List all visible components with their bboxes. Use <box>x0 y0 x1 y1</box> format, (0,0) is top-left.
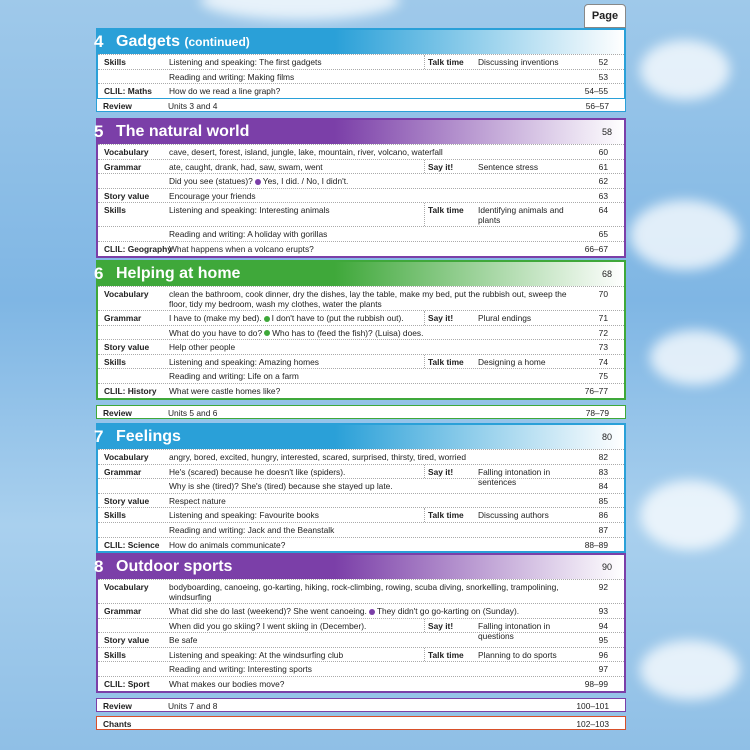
contents-row <box>98 325 624 340</box>
review-page-number: 100–101 <box>576 701 609 711</box>
row-page-number: 60 <box>598 147 608 157</box>
review-label: Review <box>103 408 132 418</box>
row-content <box>169 289 569 309</box>
review-page-number: 78–79 <box>585 408 609 418</box>
row-label: Vocabulary <box>104 147 149 157</box>
row-content <box>169 635 569 645</box>
row-page-number: 85 <box>598 495 608 506</box>
row-content <box>169 313 424 323</box>
unit-header <box>94 262 624 286</box>
row-label: Grammar <box>104 313 142 323</box>
row-label: Story value <box>104 495 150 506</box>
unit-number: 8 <box>94 557 104 576</box>
unit-header <box>94 555 624 579</box>
contents-row <box>98 676 624 691</box>
row-content <box>169 650 424 660</box>
row-page-number: 98–99 <box>584 678 608 689</box>
row-content-text: Reading and writing: A holiday with gorillas <box>169 229 328 240</box>
contents-row <box>98 449 624 464</box>
unit-header <box>94 425 624 449</box>
row-label: Vocabulary <box>104 452 149 462</box>
row-label: CLIL: Science <box>104 539 160 550</box>
row-content-text: What makes our bodies move? <box>169 678 285 689</box>
row-content-text: Help other people <box>169 342 236 353</box>
row-page-number: 61 <box>598 161 608 172</box>
column-divider <box>424 203 425 226</box>
contents-row <box>98 522 624 537</box>
row-page-number: 95 <box>598 635 608 646</box>
contents-row <box>98 83 624 98</box>
row-secondary-content: Discussing authors <box>478 510 549 521</box>
contents-row <box>98 286 624 310</box>
row-content-text: Encourage your friends <box>169 190 256 201</box>
contents-row <box>98 202 624 226</box>
row-content-text: What were castle homes like? <box>169 385 281 396</box>
bullet-dot-icon <box>264 316 270 322</box>
row-content-text: Reading and writing: Jack and the Beanstalk <box>169 524 335 535</box>
column-divider <box>424 311 425 325</box>
column-divider <box>424 465 425 479</box>
row-content-text: Why is she (tired)? She's (tired) because she stayed up late. <box>169 481 393 492</box>
review-row <box>96 98 626 112</box>
row-page-number: 83 <box>598 466 608 477</box>
contents-row <box>98 493 624 508</box>
row-label: Grammar <box>104 466 142 477</box>
bullet-dot-icon <box>369 609 375 615</box>
row-content-text: angry, bored, excited, hungry, interested, scared, surprised, thirsty, tired, worried <box>169 452 466 462</box>
row-content <box>169 191 569 201</box>
contents-row <box>98 188 624 203</box>
row-secondary-content: Falling intonation in sentences <box>478 466 551 487</box>
contents-row <box>98 383 624 398</box>
bullet-dot-icon <box>255 179 261 185</box>
column-divider <box>424 508 425 522</box>
unit-title-text: Helping at home <box>116 265 241 282</box>
row-secondary-content: Designing a home <box>478 356 546 367</box>
unit-title <box>116 425 181 449</box>
row-label: Grammar <box>104 161 142 172</box>
contents-row <box>98 144 624 159</box>
row-secondary-label: Say it! <box>428 620 454 631</box>
row-page-number: 82 <box>598 452 608 462</box>
row-page-number: 92 <box>598 582 608 592</box>
contents-row <box>98 310 624 325</box>
row-label: Story value <box>104 635 150 646</box>
row-label: Skills <box>104 356 126 367</box>
contents-row <box>98 226 624 241</box>
row-secondary-content: Falling intonation in questions <box>478 620 551 641</box>
contents-row <box>98 661 624 676</box>
row-content-text: Be safe <box>169 635 198 646</box>
row-content-text-2: Who has to (feed the fish)? (Luisa) does. <box>272 327 424 338</box>
row-page-number: 62 <box>598 176 608 187</box>
unit-subtitle: (continued) <box>184 35 250 49</box>
row-page-number: 73 <box>598 342 608 353</box>
column-divider <box>424 355 425 369</box>
row-content-text-2: Yes, I did. / No, I didn't. <box>262 176 349 187</box>
row-content <box>169 679 569 689</box>
row-page-number: 72 <box>598 327 608 338</box>
row-content-text: Listening and speaking: Amazing homes <box>169 356 319 367</box>
row-content-text: I have to (make my bed). <box>169 313 262 323</box>
contents-row <box>98 241 624 256</box>
row-content-text: What do you have to do? <box>169 327 263 338</box>
unit-title-text: The natural world <box>116 123 250 140</box>
row-page-number: 65 <box>598 229 608 240</box>
row-content <box>169 582 569 602</box>
row-secondary-label: Say it! <box>428 466 454 477</box>
unit-number: 6 <box>94 264 104 283</box>
row-label: CLIL: Sport <box>104 678 150 689</box>
column-divider <box>424 619 425 633</box>
row-content-text: What happens when a volcano erupts? <box>169 243 314 254</box>
unit-page-number: 58 <box>601 127 612 137</box>
unit-header <box>94 30 624 54</box>
column-divider <box>424 648 425 662</box>
row-page-number: 70 <box>598 289 608 299</box>
contents-row <box>98 507 624 522</box>
review-row <box>96 716 626 730</box>
row-label: Story value <box>104 190 150 201</box>
row-content <box>169 510 424 520</box>
contents-row <box>98 69 624 84</box>
row-content-text: Respect nature <box>169 495 226 506</box>
contents-row <box>98 632 624 647</box>
row-page-number: 71 <box>598 313 608 323</box>
row-content <box>169 621 424 631</box>
contents-row <box>98 647 624 662</box>
review-row <box>96 405 626 419</box>
row-content-text: Listening and speaking: At the windsurfing club <box>169 649 344 660</box>
row-label: CLIL: Geography <box>104 243 172 254</box>
row-label: CLIL: Maths <box>104 86 152 97</box>
row-content <box>169 229 569 239</box>
unit-page-number: 68 <box>601 269 612 279</box>
row-content-text-2: They didn't go go-karting on (Sunday). <box>376 606 520 616</box>
row-page-number: 75 <box>598 371 608 382</box>
review-page-number: 56–57 <box>585 101 609 111</box>
row-page-number: 52 <box>598 57 608 67</box>
row-page-number: 54–55 <box>584 86 608 97</box>
row-content-text: When did you go skiing? I went skiing in (December). <box>169 620 367 631</box>
unit-number: 5 <box>94 122 104 141</box>
review-label: Review <box>103 701 132 711</box>
row-content <box>169 371 569 381</box>
row-label: Skills <box>104 205 126 216</box>
unit-title-text: Feelings <box>116 428 181 445</box>
contents-row <box>98 603 624 618</box>
row-page-number: 93 <box>598 606 608 616</box>
row-secondary-label: Say it! <box>428 161 454 172</box>
row-content-text: bodyboarding, canoeing, go-karting, hiking, rock-climbing, rowing, scuba diving, snorkelling, trampolining, windsurfing <box>169 582 559 602</box>
contents-row <box>98 54 624 69</box>
row-page-number: 94 <box>598 620 608 631</box>
row-page-number: 87 <box>598 524 608 535</box>
row-content <box>169 386 569 396</box>
unit-page-number: 80 <box>601 432 612 442</box>
row-label: Skills <box>104 57 126 67</box>
row-content-text: What did she do last (weekend)? She went canoeing. <box>169 606 367 616</box>
row-secondary-content: Planning to do sports <box>478 649 557 660</box>
unit-header <box>94 120 624 144</box>
row-label: Story value <box>104 342 150 353</box>
row-page-number: 88–89 <box>584 539 608 550</box>
row-content <box>169 205 424 215</box>
contents-row <box>98 537 624 552</box>
row-page-number: 74 <box>598 356 608 367</box>
row-content <box>169 467 424 477</box>
row-content-text: Listening and speaking: Favourite books <box>169 510 319 521</box>
column-divider <box>424 55 425 69</box>
unit-title-text: Outdoor sports <box>116 558 233 575</box>
unit-number: 7 <box>94 427 104 446</box>
row-content <box>169 540 569 550</box>
contents-row <box>98 368 624 383</box>
row-label: Vocabulary <box>104 582 149 592</box>
row-content-text: Listening and speaking: The first gadgets <box>169 57 322 67</box>
row-label: Vocabulary <box>104 289 149 299</box>
row-page-number: 76–77 <box>584 385 608 396</box>
contents-row <box>98 159 624 174</box>
row-content-text: Reading and writing: Interesting sports <box>169 664 312 675</box>
row-content <box>169 86 569 96</box>
row-secondary-label: Say it! <box>428 313 454 323</box>
review-label: Chants <box>103 719 132 729</box>
row-content-text: Reading and writing: Making films <box>169 71 295 82</box>
row-secondary-label: Talk time <box>428 205 464 216</box>
row-content-text-2: I don't have to (put the rubbish out). <box>271 313 404 323</box>
row-content <box>169 606 569 616</box>
unit-title <box>116 30 250 54</box>
row-page-number: 53 <box>598 71 608 82</box>
unit-section <box>96 423 626 553</box>
row-page-number: 66–67 <box>584 243 608 254</box>
row-page-number: 86 <box>598 510 608 521</box>
review-label: Review <box>103 101 132 111</box>
unit-title <box>116 120 249 144</box>
row-page-number: 84 <box>598 481 608 492</box>
unit-section <box>96 28 626 100</box>
review-content: Units 7 and 8 <box>168 701 218 711</box>
row-content-text: clean the bathroom, cook dinner, dry the dishes, lay the table, make my bed, put the rubbish out, sweep the floor, tidy my bedroom, wash my clothes, water the plants <box>169 289 567 309</box>
row-page-number: 63 <box>598 190 608 201</box>
row-content-text: cave, desert, forest, island, jungle, lake, mountain, river, volcano, waterfall <box>169 147 443 157</box>
row-secondary-content: Identifying animals and plants <box>478 205 564 226</box>
row-page-number: 96 <box>598 649 608 660</box>
row-content <box>169 452 569 462</box>
contents-row <box>98 173 624 188</box>
row-content-text: Listening and speaking: Interesting animals <box>169 205 330 216</box>
row-secondary-label: Talk time <box>428 57 464 67</box>
row-content-text: He's (scared) because he doesn't like (spiders). <box>169 466 346 477</box>
row-content-text: ate, caught, drank, had, saw, swam, went <box>169 161 323 172</box>
unit-section <box>96 118 626 258</box>
row-content <box>169 147 569 157</box>
unit-section <box>96 553 626 693</box>
row-label: Skills <box>104 649 126 660</box>
contents-row <box>98 478 624 493</box>
review-row <box>96 698 626 712</box>
row-content-text: Reading and writing: Life on a farm <box>169 371 299 382</box>
row-page-number: 97 <box>598 664 608 675</box>
bullet-dot-icon <box>264 330 270 336</box>
page-column-header: Page <box>584 4 626 28</box>
row-secondary-label: Talk time <box>428 649 464 660</box>
contents-row <box>98 354 624 369</box>
row-secondary-content: Sentence stress <box>478 161 539 172</box>
row-label: Grammar <box>104 606 142 616</box>
unit-page-number: 90 <box>601 562 612 572</box>
unit-section <box>96 260 626 400</box>
row-content <box>169 176 569 186</box>
row-secondary-content: Plural endings <box>478 313 532 323</box>
row-secondary-label: Talk time <box>428 356 464 367</box>
row-label: Skills <box>104 510 126 521</box>
unit-title <box>116 262 240 286</box>
column-divider <box>424 160 425 174</box>
row-content <box>169 357 424 367</box>
row-content <box>169 481 569 491</box>
row-content <box>169 244 569 254</box>
contents-row <box>98 339 624 354</box>
row-content <box>169 57 424 67</box>
row-page-number: 64 <box>598 205 608 216</box>
row-content <box>169 162 424 172</box>
row-content <box>169 525 569 535</box>
unit-title <box>116 555 232 579</box>
row-content <box>169 328 569 338</box>
contents-row <box>98 579 624 603</box>
row-content-text: How do animals communicate? <box>169 539 286 550</box>
row-content <box>169 72 569 82</box>
review-content: Units 3 and 4 <box>168 101 218 111</box>
row-content-text: Did you see (statues)? <box>169 176 253 187</box>
row-secondary-label: Talk time <box>428 510 464 521</box>
review-content: Units 5 and 6 <box>168 408 218 418</box>
unit-number: 4 <box>94 32 104 51</box>
row-content <box>169 664 569 674</box>
row-label: CLIL: History <box>104 385 157 396</box>
row-secondary-content: Discussing inventions <box>478 57 559 67</box>
row-content <box>169 342 569 352</box>
review-page-number: 102–103 <box>576 719 609 729</box>
row-content-text: How do we read a line graph? <box>169 86 281 97</box>
unit-title-text: Gadgets <box>116 33 181 50</box>
row-content <box>169 496 569 506</box>
